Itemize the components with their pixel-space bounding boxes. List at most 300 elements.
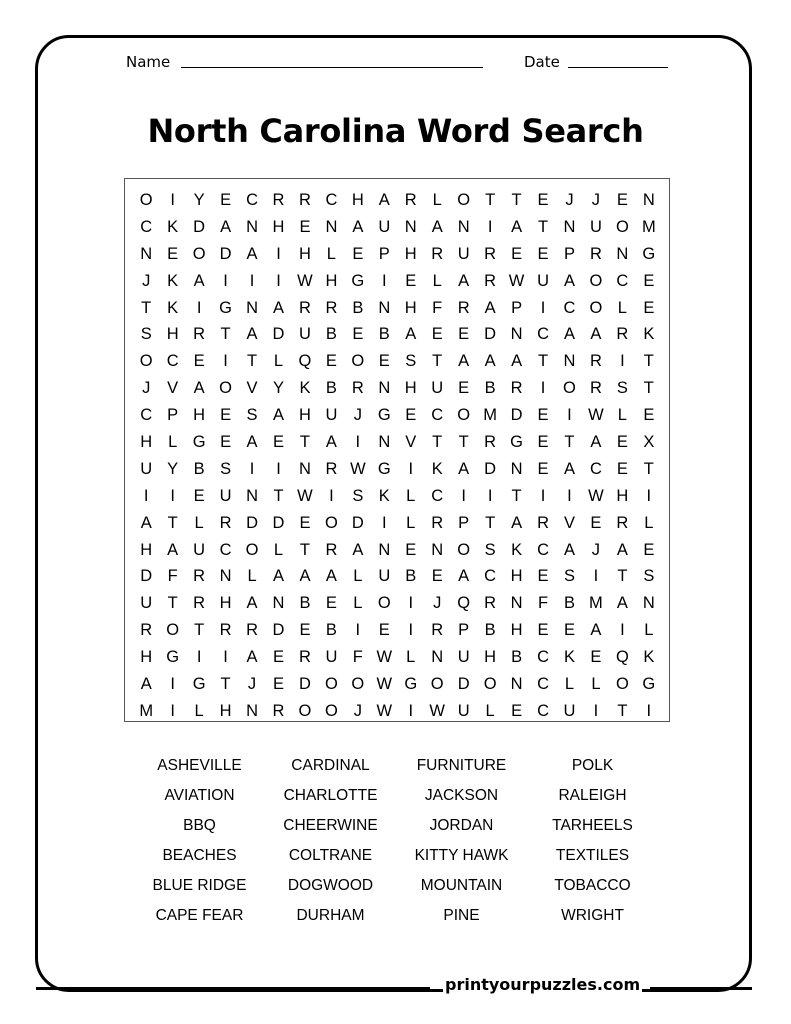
grid-letter[interactable]: I [329,486,334,505]
grid-letter[interactable]: A [484,352,496,371]
grid-letter[interactable]: A [511,513,523,532]
grid-letter[interactable]: O [219,379,232,398]
grid-letter[interactable]: E [616,459,628,478]
grid-letter[interactable]: I [646,486,652,505]
grid-letter[interactable]: R [272,191,285,209]
grid-letter[interactable]: I [487,217,493,236]
grid-letter[interactable]: C [219,540,232,559]
grid-letter[interactable]: L [273,540,284,559]
grid-letter[interactable]: S [643,567,655,586]
grid-letter[interactable]: E [405,271,417,290]
grid-letter[interactable]: B [563,594,575,613]
grid-letter[interactable]: W [429,701,445,720]
grid-letter[interactable]: R [616,513,629,532]
grid-letter[interactable]: I [249,271,255,290]
grid-letter[interactable]: R [484,244,497,263]
grid-letter[interactable]: H [510,567,523,586]
grid-letter[interactable]: B [378,325,390,344]
grid-letter[interactable]: I [567,486,572,505]
grid-letter[interactable]: N [378,433,391,452]
grid-letter[interactable]: R [272,701,285,720]
grid-letter[interactable]: A [616,540,628,559]
grid-letter[interactable]: T [299,540,310,559]
grid-letter[interactable]: E [325,594,337,613]
grid-letter[interactable]: A [511,352,523,371]
grid-letter[interactable]: I [620,621,625,640]
grid-letter[interactable]: E [405,406,417,425]
grid-letter[interactable]: T [643,459,654,478]
grid-letter[interactable]: I [620,352,625,371]
grid-letter[interactable]: E [220,406,232,425]
grid-letter[interactable]: T [537,352,549,371]
grid-letter[interactable]: E [643,298,655,317]
grid-letter[interactable]: B [325,379,337,398]
grid-letter[interactable]: D [457,675,470,694]
grid-letter[interactable]: H [325,271,338,290]
grid-letter[interactable]: E [537,621,549,640]
grid-letter[interactable]: E [616,191,628,209]
grid-letter[interactable]: I [223,352,228,371]
grid-letter[interactable]: N [642,191,655,209]
grid-letter[interactable]: D [219,244,232,263]
grid-letter[interactable]: C [246,191,258,209]
grid-letter[interactable]: D [140,567,153,586]
grid-letter[interactable]: E [405,540,417,559]
grid-letter[interactable]: R [589,244,602,263]
grid-letter[interactable]: J [565,191,574,209]
grid-letter[interactable]: L [168,433,178,452]
grid-letter[interactable]: E [537,191,549,209]
grid-letter[interactable]: H [140,648,153,667]
grid-letter[interactable]: E [378,621,390,640]
grid-letter[interactable]: G [377,459,391,478]
grid-letter[interactable]: H [219,594,232,613]
grid-letter[interactable]: I [408,701,414,720]
grid-letter[interactable]: Q [457,594,471,613]
grid-letter[interactable]: E [431,567,443,586]
grid-letter[interactable]: I [567,406,572,425]
grid-letter[interactable]: O [563,379,576,398]
grid-letter[interactable]: F [537,594,549,613]
grid-letter[interactable]: L [564,675,575,694]
grid-letter[interactable]: A [458,271,470,290]
grid-letter[interactable]: E [537,406,549,425]
grid-letter[interactable]: H [510,621,523,640]
grid-letter[interactable]: V [246,379,258,398]
grid-letter[interactable]: W [376,648,393,667]
grid-letter[interactable]: D [272,621,285,640]
grid-letter[interactable]: T [458,433,469,452]
grid-letter[interactable]: A [140,513,152,532]
grid-letter[interactable]: A [431,217,443,236]
grid-letter[interactable]: A [511,217,523,236]
grid-letter[interactable]: L [194,701,204,720]
grid-letter[interactable]: L [406,513,416,532]
grid-letter[interactable]: H [272,217,285,236]
grid-letter[interactable]: O [430,675,444,694]
grid-letter[interactable]: K [378,486,390,505]
grid-letter[interactable]: G [192,675,206,694]
grid-letter[interactable]: I [170,701,175,720]
grid-letter[interactable]: E [299,621,311,640]
grid-letter[interactable]: R [589,352,602,371]
grid-letter[interactable]: P [511,298,523,317]
grid-letter[interactable]: N [246,701,258,720]
grid-letter[interactable]: T [537,217,549,236]
grid-letter[interactable]: I [382,513,387,532]
grid-letter[interactable]: F [167,567,178,586]
grid-letter[interactable]: K [563,648,575,667]
grid-letter[interactable]: U [589,217,602,236]
grid-letter[interactable]: E [537,459,549,478]
grid-letter[interactable]: R [616,325,629,344]
grid-letter[interactable]: I [646,701,652,720]
grid-letter[interactable]: C [140,217,153,236]
grid-letter[interactable]: J [591,540,601,559]
grid-letter[interactable]: W [588,406,604,425]
grid-letter[interactable]: O [615,217,629,236]
grid-letter[interactable]: E [193,352,205,371]
grid-letter[interactable]: H [166,325,179,344]
grid-letter[interactable]: O [192,244,206,263]
grid-letter[interactable]: C [537,648,549,667]
grid-letter[interactable]: N [510,675,523,694]
grid-letter[interactable]: Y [193,191,205,209]
grid-letter[interactable]: A [405,325,417,344]
grid-letter[interactable]: L [591,675,601,694]
grid-letter[interactable]: D [510,406,523,425]
grid-letter[interactable]: T [564,433,575,452]
grid-letter[interactable]: E [272,675,284,694]
grid-letter[interactable]: P [458,513,470,532]
grid-letter[interactable]: T [485,513,496,532]
grid-letter[interactable]: C [431,406,444,425]
grid-letter[interactable]: C [166,352,179,371]
grid-letter[interactable]: N [563,217,576,236]
grid-letter[interactable]: H [404,298,417,317]
grid-letter[interactable]: T [273,486,284,505]
grid-letter[interactable]: U [298,325,311,344]
grid-letter[interactable]: N [378,298,391,317]
grid-letter[interactable]: R [325,459,338,478]
grid-letter[interactable]: R [193,594,206,613]
grid-letter[interactable]: A [590,433,602,452]
grid-letter[interactable]: F [432,298,443,317]
grid-letter[interactable]: A [325,567,337,586]
grid-letter[interactable]: A [246,244,258,263]
grid-letter[interactable]: O [139,352,153,371]
grid-letter[interactable]: I [276,271,281,290]
grid-letter[interactable]: S [140,325,152,344]
grid-letter[interactable]: R [246,621,258,640]
grid-letter[interactable]: T [485,191,496,209]
grid-letter[interactable]: R [431,244,444,263]
grid-letter[interactable]: N [246,486,258,505]
grid-letter[interactable]: E [590,513,602,532]
grid-letter[interactable]: J [353,406,362,425]
grid-letter[interactable]: I [540,379,546,398]
grid-letter[interactable]: H [140,433,153,452]
grid-letter[interactable]: E [643,540,655,559]
grid-letter[interactable]: R [589,379,602,398]
grid-letter[interactable]: V [563,513,575,532]
grid-letter[interactable]: A [325,433,337,452]
grid-letter[interactable]: O [351,352,365,371]
grid-letter[interactable]: B [299,594,311,613]
name-field-line[interactable] [181,67,483,68]
grid-letter[interactable]: N [246,298,258,317]
grid-letter[interactable]: R [484,594,497,613]
grid-letter[interactable]: C [537,675,549,694]
grid-letter[interactable]: R [484,271,497,290]
grid-letter[interactable]: A [167,540,179,559]
grid-letter[interactable]: M [483,406,497,425]
grid-letter[interactable]: I [170,486,175,505]
grid-letter[interactable]: E [325,352,337,371]
grid-letter[interactable]: G [642,675,656,694]
grid-letter[interactable]: N [642,594,655,613]
grid-letter[interactable]: A [272,406,284,425]
grid-letter[interactable]: U [431,379,444,398]
grid-letter[interactable]: L [406,648,416,667]
grid-letter[interactable]: H [140,540,153,559]
grid-letter[interactable]: L [644,621,654,640]
grid-letter[interactable]: T [299,433,310,452]
grid-letter[interactable]: U [325,648,338,667]
grid-letter[interactable]: U [457,648,470,667]
grid-letter[interactable]: I [355,621,361,640]
grid-letter[interactable]: D [246,513,258,532]
grid-letter[interactable]: O [245,540,259,559]
grid-letter[interactable]: I [461,486,466,505]
grid-letter[interactable]: L [194,513,204,532]
grid-letter[interactable]: I [540,486,546,505]
grid-letter[interactable]: O [457,540,471,559]
grid-letter[interactable]: I [593,567,599,586]
grid-letter[interactable]: E [458,379,470,398]
grid-letter[interactable]: B [405,567,417,586]
grid-letter[interactable]: O [377,594,391,613]
grid-letter[interactable]: E [563,621,575,640]
grid-letter[interactable]: I [540,298,546,317]
grid-letter[interactable]: R [325,540,338,559]
grid-letter[interactable]: J [247,675,257,694]
grid-letter[interactable]: A [458,459,470,478]
grid-letter[interactable]: O [483,675,497,694]
grid-letter[interactable]: I [143,486,149,505]
grid-letter[interactable]: N [431,540,444,559]
grid-letter[interactable]: D [193,217,206,236]
grid-letter[interactable]: S [352,486,364,505]
grid-letter[interactable]: U [457,701,470,720]
grid-letter[interactable]: D [484,325,497,344]
grid-letter[interactable]: E [643,271,655,290]
grid-letter[interactable]: A [299,567,311,586]
grid-letter[interactable]: S [563,567,575,586]
grid-letter[interactable]: I [593,701,599,720]
grid-letter[interactable]: T [220,675,231,694]
grid-letter[interactable]: N [325,217,338,236]
grid-letter[interactable]: G [510,433,523,452]
grid-letter[interactable]: P [167,406,179,425]
grid-letter[interactable]: W [588,486,604,505]
grid-letter[interactable]: U [537,271,549,290]
grid-letter[interactable]: E [193,486,205,505]
grid-letter[interactable]: M [139,701,154,720]
grid-letter[interactable]: L [644,513,654,532]
grid-letter[interactable]: A [458,567,470,586]
grid-letter[interactable]: L [432,191,442,209]
grid-letter[interactable]: R [193,567,206,586]
grid-letter[interactable]: A [140,675,152,694]
grid-letter[interactable]: B [484,621,496,640]
grid-letter[interactable]: I [223,648,228,667]
grid-letter[interactable]: V [167,379,179,398]
grid-letter[interactable]: A [352,540,364,559]
grid-letter[interactable]: M [589,594,603,613]
grid-letter[interactable]: R [404,191,417,209]
grid-letter[interactable]: U [325,406,338,425]
grid-letter[interactable]: L [247,567,257,586]
grid-letter[interactable]: A [352,217,364,236]
grid-letter[interactable]: R [219,513,232,532]
grid-letter[interactable]: U [378,567,391,586]
grid-letter[interactable]: V [405,433,417,452]
grid-letter[interactable]: S [220,459,232,478]
grid-letter[interactable]: T [432,352,443,371]
grid-letter[interactable]: L [353,567,363,586]
grid-letter[interactable]: I [355,433,361,452]
grid-letter[interactable]: E [537,433,549,452]
grid-letter[interactable]: O [589,271,603,290]
grid-letter[interactable]: O [166,621,180,640]
grid-letter[interactable]: I [382,271,387,290]
grid-letter[interactable]: I [276,244,281,263]
grid-letter[interactable]: N [457,217,470,236]
grid-letter[interactable]: H [404,244,417,263]
grid-letter[interactable]: E [272,648,284,667]
grid-letter[interactable]: P [563,244,575,263]
grid-letter[interactable]: K [431,459,443,478]
grid-letter[interactable]: I [170,191,175,209]
grid-letter[interactable]: O [324,675,338,694]
grid-letter[interactable]: Y [167,459,179,478]
grid-letter[interactable]: E [220,433,232,452]
grid-letter[interactable]: C [325,191,338,209]
grid-letter[interactable]: N [510,325,523,344]
grid-letter[interactable]: A [378,191,390,209]
grid-letter[interactable]: A [246,433,258,452]
grid-letter[interactable]: C [484,567,497,586]
grid-letter[interactable]: E [299,217,311,236]
grid-letter[interactable]: E [458,325,470,344]
grid-letter[interactable]: G [377,406,391,425]
grid-letter[interactable]: T [141,298,152,317]
grid-letter[interactable]: R [510,379,523,398]
grid-letter[interactable]: H [351,191,364,209]
grid-letter[interactable]: R [351,379,364,398]
grid-letter[interactable]: B [325,325,337,344]
grid-letter[interactable]: A [246,325,258,344]
grid-letter[interactable]: R [219,621,232,640]
grid-letter[interactable]: N [378,540,391,559]
grid-letter[interactable]: A [616,594,628,613]
grid-letter[interactable]: T [220,325,231,344]
grid-letter[interactable]: R [537,513,549,532]
grid-letter[interactable]: N [219,567,232,586]
grid-letter[interactable]: N [378,379,391,398]
grid-letter[interactable]: B [325,621,337,640]
grid-letter[interactable]: A [193,379,205,398]
grid-letter[interactable]: T [511,486,522,505]
grid-letter[interactable]: G [219,298,232,317]
grid-letter[interactable]: C [616,271,629,290]
grid-letter[interactable]: N [246,217,258,236]
grid-letter[interactable]: R [431,621,444,640]
grid-letter[interactable]: W [376,675,393,694]
grid-letter[interactable]: A [272,567,284,586]
grid-letter[interactable]: K [167,271,179,290]
grid-letter[interactable]: C [537,701,549,720]
grid-letter[interactable]: F [352,648,363,667]
grid-letter[interactable]: K [167,217,179,236]
grid-letter[interactable]: U [140,594,153,613]
grid-letter[interactable]: A [458,352,470,371]
grid-letter[interactable]: W [297,271,313,290]
grid-letter[interactable]: K [511,540,523,559]
grid-letter[interactable]: E [537,244,549,263]
grid-letter[interactable]: I [196,648,202,667]
grid-letter[interactable]: K [299,379,311,398]
grid-letter[interactable]: W [350,459,366,478]
date-field-line[interactable] [568,67,668,68]
grid-letter[interactable]: T [167,594,178,613]
grid-letter[interactable]: G [192,433,206,452]
grid-letter[interactable]: L [617,298,627,317]
grid-letter[interactable]: E [537,567,549,586]
grid-letter[interactable]: W [508,271,525,290]
grid-letter[interactable]: I [196,298,202,317]
grid-letter[interactable]: I [276,459,281,478]
grid-letter[interactable]: L [353,594,363,613]
grid-letter[interactable]: T [194,621,205,640]
grid-letter[interactable]: R [457,298,470,317]
grid-letter[interactable]: J [433,594,442,613]
grid-letter[interactable]: N [140,244,153,263]
grid-letter[interactable]: N [510,594,523,613]
grid-letter[interactable]: I [408,594,414,613]
grid-letter[interactable]: E [299,513,311,532]
grid-letter[interactable]: A [246,594,258,613]
grid-letter[interactable]: D [298,675,311,694]
grid-letter[interactable]: R [431,513,444,532]
grid-letter[interactable]: S [246,406,258,425]
grid-letter[interactable]: A [193,271,205,290]
grid-letter[interactable]: C [140,406,153,425]
grid-letter[interactable]: J [142,271,151,290]
grid-letter[interactable]: U [563,701,576,720]
grid-letter[interactable]: E [220,191,232,209]
grid-letter[interactable]: T [617,701,628,720]
grid-letter[interactable]: W [376,701,393,720]
grid-letter[interactable]: H [298,406,311,425]
grid-letter[interactable]: C [431,486,444,505]
grid-letter[interactable]: U [457,244,470,263]
grid-letter[interactable]: B [484,379,496,398]
grid-letter[interactable]: A [590,621,602,640]
grid-letter[interactable]: R [298,191,311,209]
grid-letter[interactable]: E [272,433,284,452]
